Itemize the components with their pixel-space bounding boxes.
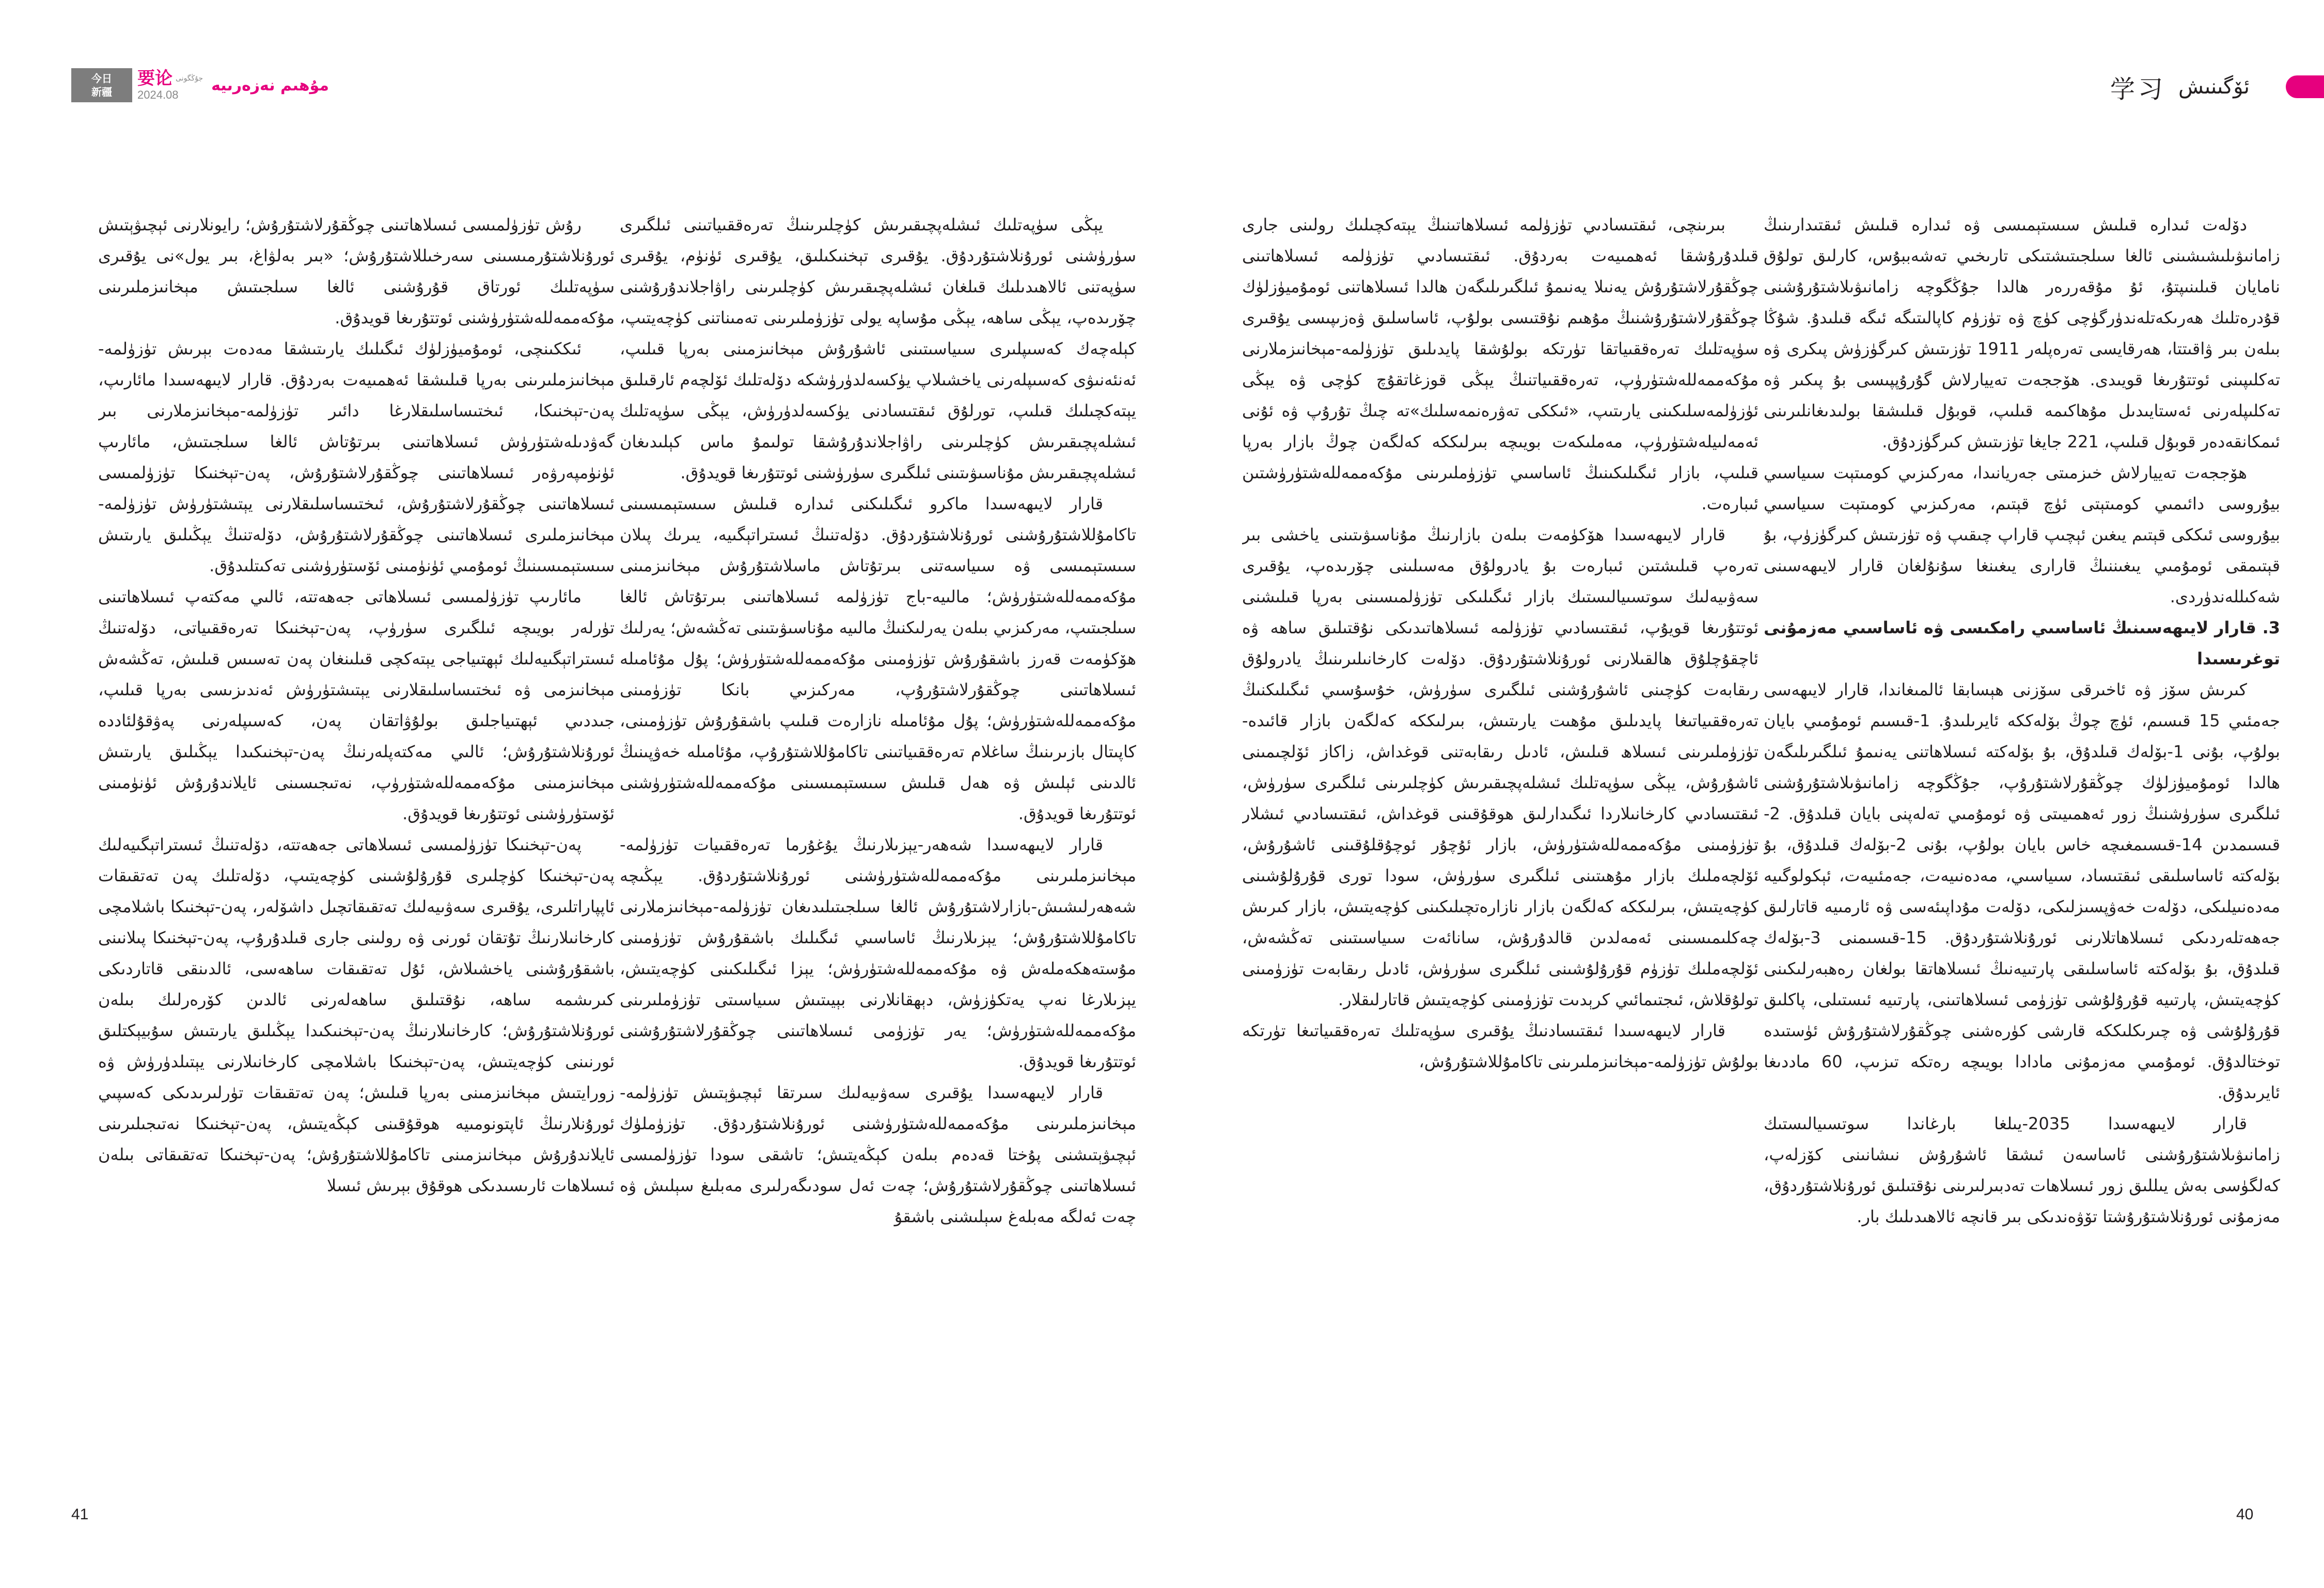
text-column-1: [1764, 209, 2280, 1470]
right-page-title: ئۆگىنىش: [2178, 75, 2250, 99]
paragraph: دۆلەت ئىدارە قىلىش سىستېمىسى ۋە ئىدارە قىلىش ئىقتىدارىنىڭ زامانىۋىلىشىشىنى ئالغا سىلجىتىشتىكى تارىخىي تەشەببۇس، كارلىق تولۇق نامايان قىلىنىپتۇ، ئۇ مۇقەررەر ھالدا جۇڭگوچە زامانىۋىلاشتۇرۇشنى قۇدرەتلىك ھەرىكەتلەندۈرگۈچى كۈچ ۋە تۈزۈم كاپالىتىگە ئىگە قىلىدۇ. شۇڭا بىلەن بىر ۋاقىتتا، ھەرقايسى تەرەپلەر 1911 تۈزىتىش كىرگۈزۈش پىكرى ۋە تەكلىپىنى ئوتتۇرىغا قويىدى. ھۆججەت تەييارلاش گۇرۇپپىسى بۇ پىكىر ۋە تەكلىپلەرنى ئەستايىدىل مۇھاكىمە قىلىپ، قوبۇل قىلىشقا بولىدىغانلىرىنى ئىمكانقەدەر قوبۇل قىلىپ، 221 جايغا تۈزىتىش كىرگۈزدۇق.: [1764, 215, 2280, 452]
paragraph: بىرىنچى، ئىقتىسادىي تۈزۈلمە ئىسلاھاتىنىڭ يېتەكچىلىك رولىنى جارى قىلدۇرۇشقا ئەھمىيەت بەردۇق. ئىقتىسادىي تۈزۈلمە ئىسلاھاتىنى چوڭقۇرلاشتۇرۇش يەنىلا يەنىمۇ ئىلگىرىلىگەن ھالدا ئىسلاھاتنى ئومۇميۈزلۈك چوڭقۇرلاشتۇرۇشنىڭ مۇھىم نۇقتىسى بولۇپ، ئاساسلىق ۋەزىپىسى يۇقىرى سۈپەتلىك تەرەققىياتقا تۈرتكە بولۇشقا پايدىلىق تۈزۈلمە-مېخانىزملارنى مۇكەممەللەشتۈرۈپ، تەرەققىياتنىڭ يېڭى قوزغاتقۇچ كۈچى ۋە يېڭى ئۈزۈلمەسلىكىنى يارىتىپ، «ئىككى تەۋرەنمەسلىك»تە چىڭ تۇرۇپ ۋە ئۇنى ئەمەلىيلەشتۈرۈپ، مەملىكەت بويىچە بىرلىككە كەلگەن چوڭ بازار بەرپا قىلىپ، بازار ئىگىلىكىنىڭ ئاساسىي تۈزۈملىرىنى مۇكەممەللەشتۈرۈشتىن ئىبارەت.: [1242, 215, 1758, 513]
paragraph: پەن-تېخنىكا تۈزۈلمىسى ئىسلاھاتى جەھەتتە، دۆلەتنىڭ ئىستراتېگىيەلىك پەن-تېخنىكا كۈچلىرى قۇرۇلۇشىنى كۈچەيتىپ، دۆلەتلىك پەن تەتقىقات ئاپپاراتلىرى، يۇقىرى سەۋىيەلىك تەتقىقاتچىل داشۆلەر، پەن-تېخنىكا باشلامچى كارخانىلارنىڭ تۇتقان ئورنى ۋە رولىنى جارى قىلدۇرۇپ، پەن-تېخنىكا پىلانىنى باشقۇرۇشنى ياخشىلاش، ئۇل تەتقىقات ساھەسى، ئالدىنقى قاتاردىكى كىرىشمە ساھە، نۇقتىلىق ساھەلەرنى ئالدىن كۆرەرلىك بىلەن ئورۇنلاشتۇرۇش؛ كارخانىلارنىڭ پەن-تېخنىكىدا يېڭىلىق يارىتىش سۇبيېكتلىق ئورنىنى كۈچەيتىش، پەن-تېخنىكا باشلامچى كارخانىلارنى يېتىلدۈرۈش ۋە زورايتىش مېخانىزمىنى بەرپا قىلىش؛ پەن تەتقىقات تۈرلىرىدىكى كەسپىي ئورۇنلارنىڭ ئاپتونومىيە ھوقۇقىنى كېڭەيتىش، پەن-تېخنىكا نەتىجىلىرىنى ئايلاندۇرۇش مېخانىزمىنى تاكامۇللاشتۇرۇش؛ پەن-تېخنىكا تەتقىقاتى بىلەن ئىسلاھات ئارىسىدىكى ھوقۇق بېرىش ئىسلا: [98, 835, 615, 1195]
left-page-title: مۇھىم نەزەرىيە: [211, 76, 329, 95]
paragraph: كىرىش سۆز ۋە ئاخىرقى سۆزنى ھېسابقا ئالمىغاندا، قارار لايىھەسى جەمئىي 15 قىسىم، ئۈچ چوڭ بۆلەككە ئايرىلىدۇ. 1-قىسىم ئومۇمىي بايان بولۇپ، بۇنى 1-بۆلەك قىلدۇق، بۇ بۆلەكتە ئىسلاھاتنى يەنىمۇ ئىلگىرىلىگەن ھالدا ئومۇميۈزلۈك چوڭقۇرلاشتۇرۇپ، جۇڭگوچە زامانىۋىلاشتۇرۇشنى ئىلگىرى سۈرۈشنىڭ زور ئەھمىيىتى ۋە ئومۇمىي تەلەپنى بايان قىلدۇق. 2-قىسىمدىن 14-قىسىمغىچە خاس بايان بولۇپ، بۇنى 2-بۆلەك قىلدۇق، بۇ بۆلەكتە ئاساسلىقى ئىقتىساد، سىياسىي، مەدەنىيەت، جەمئىيەت، ئېكولوگىيە مەدەنىيلىكى، دۆلەت خەۋپسىزلىكى، دۆلەت مۇداپىئەسى ۋە ئارمىيە قاتارلىق جەھەتلەردىكى ئىسلاھاتلارنى ئورۇنلاشتۇردۇق. 15-قىسىمنى 3-بۆلەك قىلدۇق، بۇ بۆلەكتە ئاساسلىقى پارتىيەنىڭ ئىسلاھاتقا بولغان رەھبەرلىكىنى كۈچەيتىش، پارتىيە قۇرۇلۇشى تۈزۈمى ئىسلاھاتىنى، پارتىيە ئىستىلى، پاكلىق قۇرۇلۇشى ۋە چىرىكلىككە قارشى كۈرەشنى چوڭقۇرلاشتۇرۇش ئۈستىدە توختالدۇق. ئومۇمىي مەزمۇنى مادادا بويىچە رەتكە تىزىپ، 60 ماددىغا ئايرىدۇق.: [1764, 680, 2280, 1102]
paragraph: قارار لايىھەسىدا يۇقىرى سەۋىيەلىك سىرتقا ئېچىۋېتىش تۈزۈلمە-مېخانىزملىرىنى مۇكەممەللەشتۈرۈشنى ئورۇنلاشتۇردۇق. تۈزۈملۈك ئېچىۋېتىشنى پۇختا قەدەم بىلەن كېڭەيتىش؛ تاشقى سودا تۈزۈلمىسى ئىسلاھاتىنى چوڭقۇرلاشتۇرۇش؛ چەت ئەل سودىگەرلىرى مەبلىغ سېلىش ۋە چەت ئەلگە مەبلەغ سېلىشنى باشقۇ: [620, 1083, 1136, 1226]
paragraph: مائارىپ تۈزۈلمىسى ئىسلاھاتى جەھەتتە، ئالىي مەكتەپ ئىسلاھاتىنى تۈرلەر بويىچە ئىلگىرى سۈرۈپ، پەن-تېخنىكا تەرەققىياتى، دۆلەتنىڭ ئىستراتېگىيەلىك ئېھتىياجى يېتەكچى قىلىنغان پەن تەسىس قىلىش، تەڭشەش مېخانىزمى ۋە ئىختىساسلىقلارنى يېتىشتۈرۈش ئەندىزىسى بەرپا قىلىپ، جىددىي ئېھتىياجلىق بولۇۋاتقان پەن، كەسىپلەرنى پەۋقۇلئاددە ئورۇنلاشتۇرۇش؛ ئالىي مەكتەپلەرنىڭ پەن-تېخنىكىدا يېڭىلىق يارىتىش مېخانىزمىنى مۇكەممەللەشتۈرۈپ، نەتىجىسىنى ئايلاندۇرۇش ئۈنۈمىنى ئۆستۈرۈشنى ئوتتۇرىغا قويدۇق.: [98, 587, 615, 823]
badge-line-1: 今日: [91, 72, 112, 85]
text-column-4: [98, 209, 615, 1470]
paragraph: قارار لايىھەسىدا 2035-يىلغا بارغاندا سوتسىيالىستىك زامانىۋىلاشتۇرۇشنى ئاساسەن ئىشقا ئاشۇرۇش نىشانىنى كۆزلەپ، كەلگۈسى بەش يىللىق زور ئىسلاھات تەدبىرلىرىنى نۇقتىلىق ئورۇنلاشتۇردۇق، مەزمۇنى ئورۇنلاشتۇرۇشتا تۆۋەندىكى بىر قانچە ئالاھىدىلىك بار.: [1764, 1114, 2280, 1226]
right-page-header: [2110, 66, 2324, 107]
issue-date: 2024.08: [137, 88, 179, 101]
pink-page-tab: [2286, 75, 2324, 98]
page-number-left: 41: [71, 1506, 89, 1523]
section-heading: 3. قارار لايىھەسىنىڭ ئاساسىي رامكىسى ۋە ئاساسىي مەزمۇنى توغرىسىدا: [1764, 618, 2280, 668]
paragraph: ھۆججەت تەييارلاش خىزمىتى جەريانىدا، مەركىزىي كومىتېت سىياسىي بيۇروسى دائىمىي كومىتېتى ئۈچ قېتىم، مەركىزىي كومىتېت سىياسىي بيۇروسى ئىككى قېتىم يىغىن ئېچىپ قاراپ چىقىپ ۋە تۈزىتىش كىرگۈزۈپ، بۇ قېتىمقى ئومۇمىي يىغىننىڭ قارارى يىغىنغا سۇنۇلغان قارار لايىھەسىنى شەكىللەندۈردى.: [1764, 463, 2280, 606]
page-number-right: 40: [2236, 1506, 2254, 1523]
paragraph: قارار لايىھەسىدا ئىقتىسادنىڭ يۇقىرى سۈپەتلىك تەرەققىياتىغا تۈرتكە بولۇش تۈزۈلمە-مېخانىزملىرىنى تاكامۇللاشتۇرۇش،: [1242, 1021, 1758, 1071]
paragraph: ئىككىنچى، ئومۇميۈزلۈك ئىگىلىك يارىتىشقا مەدەت بېرىش تۈزۈلمە-مېخانىزملىرىنى بەرپا قىلىشقا ئەھمىيەت بەردۇق. قارار لايىھەسىدا مائارىپ، پەن-تېخنىكا، ئىختىساسلىقلارغا دائىر تۈزۈلمە-مېخانىزملارنى بىر گەۋدىلەشتۈرۈش ئىسلاھاتىنى بىرتۇتاش ئالغا سىلجىتىش، مائارىپ ئۈنۈمپەرۋەر ئىسلاھاتىنى چوڭقۇرلاشتۇرۇش، پەن-تېخنىكا تۈزۈلمىسى ئىسلاھاتىنى چوڭقۇرلاشتۇرۇش، ئىختىساسلىقلارنى يېتىشتۈرۈش تۈزۈلمە-مېخانىزملىرى ئىسلاھاتىنى چوڭقۇرلاشتۇرۇش، دۆلەتنىڭ يېڭىلىق يارىتىش سىستېمىسىنىڭ ئومۇمىي ئۈنۈمىنى ئۆستۈرۈشنى تەكىتلىدۇق.: [98, 339, 615, 575]
section-sublabel: جۇڭگونى: [176, 74, 203, 83]
paragraph: يېڭى سۈپەتلىك ئىشلەپچىقىرىش كۈچلىرىنىڭ تەرەققىياتىنى ئىلگىرى سۈرۈشنى ئورۇنلاشتۇردۇق. يۇقىرى تېخنىكىلىق، يۇقىرى ئۈنۈم، يۇقىرى سۈپەتنى ئالاھىدىلىك قىلغان ئىشلەپچىقىرىش كۈچلىرىنى راۋاجلاندۇرۇشنى چۆرىدەپ، يېڭى ساھە، يېڭى مۇساپە يولى تۈزۈملىرىنى تەمىناتنى كۈچەيتىپ، كېلەچەك كەسىپلىرى سىياسىتىنى ئاشۇرۇش مېخانىزمىنى بەرپا قىلىپ، ئەنئەنىۋى كەسىپلەرنى ياخشىلاپ يۈكسەلدۈرۈشكە دۆلەتلىك ئۆلچەم ئارقىلىق يېتەكچىلىك قىلىپ، تورلۇق ئىقتىسادنى يۈكسەلدۈرۈش، يېڭى سۈپەتلىك ئىشلەپچىقىرىش كۈچلىرىنى راۋاجلاندۇرۇشقا تولىمۇ ماس كېلىدىغان ئىشلەپچىقىرىش مۇناسىۋىتىنى ئىلگىرى سۈرۈشنى ئوتتۇرىغا قويدۇق.: [620, 215, 1136, 482]
section-label-box: [137, 69, 203, 102]
paragraph: قارار لايىھەسىدا شەھەر-يېزىلارنىڭ يۇغۇرما تەرەققىيات تۈزۈلمە-مېخانىزملىرىنى مۇكەممەللەشتۈرۈشنى ئورۇنلاشتۇردۇق. يېڭىچە شەھەرلىشىش-بازارلاشتۇرۇش ئالغا سىلجىتىلىدىغان تۈزۈلمە-مېخانىزملارنى تاكامۇللاشتۇرۇش؛ يېزىلارنىڭ ئاساسىي ئىگىلىك باشقۇرۇش تۈزۈمىنى مۇستەھكەملەش ۋە مۇكەممەللەشتۈرۈش؛ يېزا ئىگىلىكىنى كۈچەيتىش، يېزىلارغا نەپ يەتكۈزۈش، دېھقانلارنى بېيىتىش سىياسىتى تۈزۈملىرىنى مۇكەممەللەشتۈرۈش؛ يەر تۈزۈمى ئىسلاھاتىنى چوڭقۇرلاشتۇرۇشنى ئوتتۇرىغا قويدۇق.: [620, 835, 1136, 1071]
badge-line-2: 新疆: [91, 86, 112, 98]
paragraph: قارار لايىھەسىدا ماكرو ئىگىلىكنى ئىدارە قىلىش سىستېمىسىنى تاكامۇللاشتۇرۇشنى ئورۇنلاشتۇردۇق. دۆلەتنىڭ ئىستراتېگىيە، يىرىك پىلان سىستېمىسى ۋە سىياسەتنى بىرتۇتاش ماسلاشتۇرۇش مېخانىزمىنى مۇكەممەللەشتۈرۈش؛ مالىيە-باج تۈزۈلمە ئىسلاھاتىنى بىرتۇتاش ئالغا سىلجىتىپ، مەركىزىي بىلەن يەرلىكنىڭ مالىيە مۇناسىۋىتىنى تەڭشەش؛ يەرلىك ھۆكۈمەت قەرز باشقۇرۇش تۈزۈمىنى مۇكەممەللەشتۈرۈش؛ پۇل مۇئامىلە ئىسلاھاتىنى چوڭقۇرلاشتۇرۇپ، مەركىزىي بانكا تۈزۈمىنى مۇكەممەللەشتۈرۈش؛ پۇل مۇئامىلە نازارەت قىلىپ باشقۇرۇش تۈزۈمىنى، كاپىتال بازىرىنىڭ ساغلام تەرەققىياتىنى تاكامۇللاشتۇرۇپ، مۇئامىلە خەۋپىنىڭ ئالدىنى ئېلىش ۋە ھەل قىلىش سىستېمىسىنى مۇكەممەللەشتۈرۈشنى ئوتتۇرىغا قويدۇق.: [620, 494, 1136, 823]
paragraph: قارار لايىھەسىدا ھۆكۈمەت بىلەن بازارنىڭ مۇناسىۋىتىنى ياخشى بىر تەرەپ قىلىشتىن ئىبارەت بۇ يادرولۇق مەسىلىنى چۆرىدەپ، يۇقىرى سەۋىيەلىك سوتسىيالىستىك بازار ئىگىلىكى تۈزۈلمىسىنى بەرپا قىلىشنى ئوتتۇرىغا قويۇپ، ئىقتىسادىي تۈزۈلمە ئىسلاھاتىدىكى نۇقتىلىق ساھە ۋە ئاچقۇچلۇق ھالقىلارنى ئورۇنلاشتۇردۇق. دۆلەت كارخانىلىرىنىڭ يادرولۇق رىقابەت كۈچىنى ئاشۇرۇشنى ئىلگىرى سۈرۈش، خۇسۇسىي ئىگىلىكنىڭ تەرەققىياتىغا پايدىلىق مۇھىت يارىتىش، بىرلىككە كەلگەن بازار قائىدە-تۈزۈملىرىنى ئىسلاھ قىلىش، ئادىل رىقابەتنى قوغداش، زاكاز ئۆلچىمىنى ئاشۇرۇش، يېڭى سۈپەتلىك ئىشلەپچىقىرىش كۈچلىرىنى ئىلگىرى سۈرۈش، ئىقتىسادىي كارخانىلاردا ئىگىدارلىق ھوقۇقىنى قوغداش، ئىقتىسادىي ئىشلار تۈزۈمىنى مۇكەممەللەشتۈرۈش، بازار ئۇچۇر ئوچۇقلۇقىنى ئاشۇرۇش، ئۆلچەملىك بازار مۇھىتىنى ئىلگىرى سۈرۈش، سودا تورى قۇرۇلۇشىنى كۈچەيتىش، بىرلىككە كەلگەن بازار نازارەتچىلىكىنى كۈچەيتىش، بازار كىرىش چەكلىمىسىنى ئەمەلدىن قالدۇرۇش، سانائەت سىياسىتىنى تەڭشەش، ئۆلچەملىك تۈزۈم قۇرۇلۇشىنى ئىلگىرى سۈرۈش، ئادىل رىقابەت تۈزۈمىنى تولۇقلاش، ئىجتىمائىي كرېدىت تۈزۈمىنى كۈچەيتىش قاتارلىقلار.: [1242, 525, 1758, 1009]
magazine-logo-badge: [71, 68, 132, 102]
paragraph: رۇش تۈزۈلمىسى ئىسلاھاتىنى چوڭقۇرلاشتۇرۇش؛ رايونلارنى ئېچىۋېتىش ئورۇنلاشتۇرمىسىنى سەرخىللاشتۇرۇش؛ «بىر بەلۋاغ، بىر يول»نى يۇقىرى سۈپەتلىك ئورتاق قۇرۇشنى ئالغا سىلجىتىش مېخانىزملىرىنى مۇكەممەللەشتۈرۈشنى ئوتتۇرىغا قويدۇق.: [98, 215, 615, 328]
left-page-header: [71, 67, 329, 103]
section-label: 要论: [137, 68, 172, 89]
learn-label: 学习: [2110, 74, 2166, 104]
text-column-2: [1242, 209, 1758, 1470]
section-label-row: [137, 69, 203, 88]
text-column-3: [620, 209, 1136, 1470]
